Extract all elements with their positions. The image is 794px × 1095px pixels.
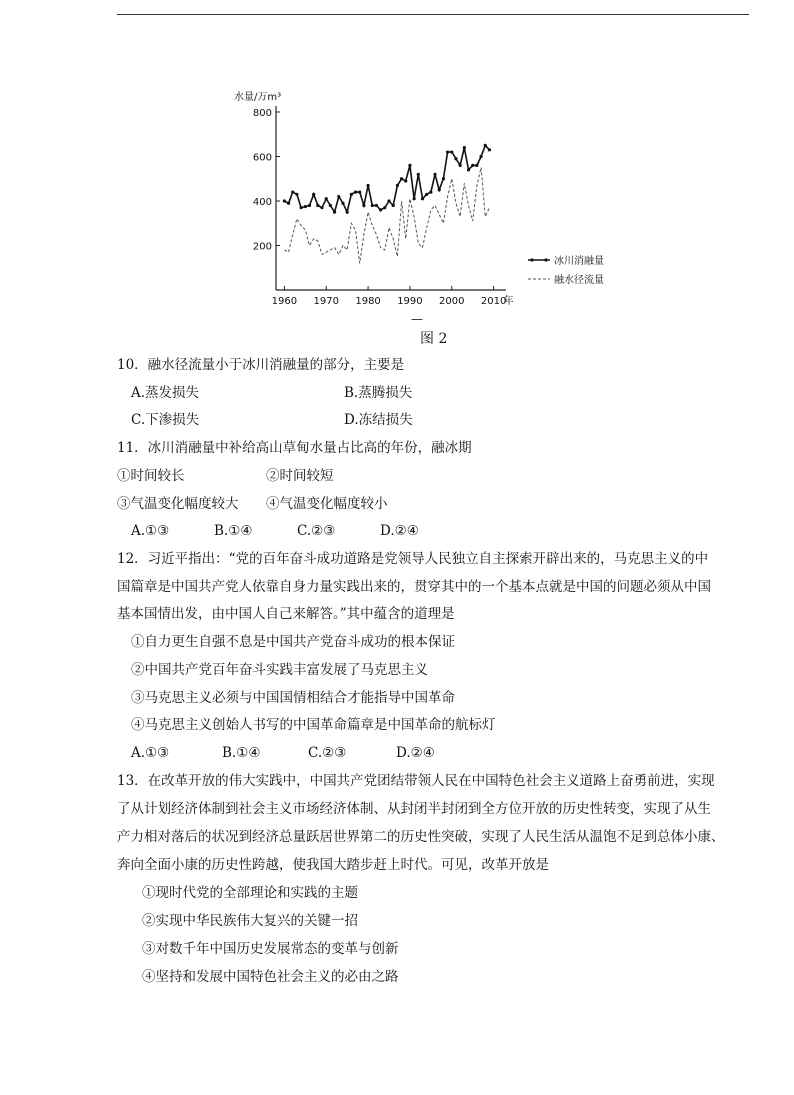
q11-option-b: B.①④ [214, 523, 253, 539]
q12-stem-line-3: 基本国情出发，由中国人自己来解答。”其中蕴含的道理是 [117, 606, 455, 622]
q11-option-c: C.②③ [297, 523, 336, 539]
glacier-melt-point [379, 208, 382, 211]
glacier-melt-point [283, 199, 286, 202]
glacier-melt-point [408, 164, 411, 167]
q11-item-2: ②时间较短 [266, 468, 334, 484]
glacier-melt-point [421, 197, 424, 200]
figure-dash: — [411, 312, 423, 326]
glacier-melt-point [425, 193, 428, 196]
glacier-melt-point [291, 191, 294, 194]
glacier-melt-point [375, 204, 378, 207]
glacier-melt-point [392, 204, 395, 207]
glacier-melt-point [320, 206, 323, 209]
q12-option-c: C.②③ [308, 745, 347, 761]
glacier-melt-point [350, 193, 353, 196]
glacier-melt-point [346, 211, 349, 214]
glacier-melt-point [446, 150, 449, 153]
y-tick-label: 600 [252, 152, 272, 164]
top-rule [117, 14, 749, 15]
x-axis-unit-label: 年 [503, 296, 514, 307]
q10-option-d: D.冻结损失 [344, 412, 413, 428]
glacier-melt-point [333, 211, 336, 214]
legend-glacier-melt-dot [544, 258, 547, 261]
q13-stem-line-3: 产力相对落后的状况到经济总量跃居世界第二的历史性突破，实现了人民生活从温饱不足到总体小康、 [117, 829, 725, 845]
glacier-melt-point [463, 146, 466, 149]
legend-glacier-melt-dot [530, 258, 533, 261]
x-tick-label: 2010 [480, 296, 507, 307]
glacier-melt-point [484, 144, 487, 147]
q12-stem-line-2: 国篇章是中国共产党人依靠自身力量实践出来的，贯穿其中的一个基本点就是中国的问题必须从中国 [117, 579, 711, 595]
q12-item-2: ②中国共产党百年奋斗实践丰富发展了马克思主义 [131, 662, 428, 678]
q13-stem-line-2: 了从计划经济体制到社会主义市场经济体制、从封闭半封闭到全方位开放的历史性转变，实现了从生 [117, 801, 711, 817]
glacier-melt-point [295, 193, 298, 196]
q10-stem: 10．融水径流量小于冰川消融量的部分，主要是 [117, 357, 405, 373]
glacier-melt-point [479, 155, 482, 158]
y-tick-label: 800 [252, 108, 272, 119]
y-tick-label: 200 [252, 241, 272, 253]
q11-item-1: ①时间较长 [117, 468, 185, 484]
q13-item-3: ③对数千年中国历史发展常态的变革与创新 [142, 941, 399, 957]
q12-stem-line-1: 12．习近平指出：“党的百年奋斗成功道路是党领导人民独立自主探索开辟出来的，马克思主义的中 [117, 551, 709, 567]
glacier-melt-point [417, 173, 420, 176]
glacier-melt-point [442, 177, 445, 180]
glacier-melt-point [454, 157, 457, 160]
glacier-melt-point [358, 191, 361, 194]
figure-2-chart [228, 84, 648, 320]
q13-stem-line-1: 13．在改革开放的伟大实践中，中国共产党团结带领人民在中国特色社会主义道路上奋勇前进，实现 [117, 773, 715, 789]
glacier-melt-point [287, 202, 290, 205]
glacier-melt-point [366, 184, 369, 187]
q13-item-1: ①现时代党的全部理论和实践的主题 [142, 885, 358, 901]
glacier-melt-point [308, 204, 311, 207]
q11-item-4: ④气温变化幅度较小 [266, 496, 388, 512]
legend-glacier-melt-label: 冰川消融量 [554, 256, 604, 267]
glacier-melt-point [475, 164, 478, 167]
x-tick-label: 2000 [439, 296, 465, 307]
q10-option-b: B.蒸腾损失 [344, 385, 413, 401]
glacier-melt-point [433, 173, 436, 176]
runoff-series-line [284, 168, 489, 264]
glacier-melt-point [312, 193, 315, 196]
chart-plot [234, 90, 604, 307]
x-tick-label: 1970 [313, 296, 339, 307]
glacier-melt-point [467, 168, 470, 171]
glacier-melt-point [471, 164, 474, 167]
q13-stem-line-4: 奔向全面小康的历史性跨越，使我国大踏步赶上时代。可见，改革开放是 [117, 857, 549, 873]
glacier-melt-point [413, 197, 416, 200]
glacier-melt-point [387, 199, 390, 202]
figure-caption: 图 2 [420, 331, 448, 347]
q13-item-4: ④坚持和发展中国特色社会主义的必由之路 [142, 969, 399, 985]
glacier-melt-point [396, 184, 399, 187]
glacier-melt-point [325, 197, 328, 200]
x-tick-label: 1980 [355, 296, 381, 307]
glacier-melt-point [354, 191, 357, 194]
y-axis-label: 水量/万m³ [234, 92, 282, 103]
x-tick-label: 1960 [271, 296, 298, 307]
q12-item-3: ③马克思主义必须与中国国情相结合才能指导中国革命 [131, 690, 455, 706]
glacier-melt-point [459, 164, 462, 167]
q11-option-a: A.①③ [131, 523, 170, 539]
glacier-melt-point [337, 195, 340, 198]
q11-item-3: ③气温变化幅度较大 [117, 496, 239, 512]
x-tick-label: 1990 [397, 296, 423, 307]
q13-item-2: ②实现中华民族伟大复兴的关键一招 [142, 913, 358, 929]
glacier-melt-point [300, 206, 303, 209]
glacier-melt-point [400, 177, 403, 180]
glacier-melt-point [371, 204, 374, 207]
q12-option-d: D.②④ [396, 745, 435, 761]
q10-option-c: C.下渗损失 [131, 412, 200, 428]
q11-stem: 11．冰川消融量中补给高山草甸水量占比高的年份，融冰期 [117, 440, 472, 456]
q10-option-a: A.蒸发损失 [131, 385, 200, 401]
q11-option-d: D.②④ [380, 523, 419, 539]
y-tick-label: 400 [252, 197, 272, 208]
glacier-melt-point [450, 150, 453, 153]
glacier-melt-point [383, 206, 386, 209]
glacier-melt-point [404, 179, 407, 182]
glacier-melt-series-line [284, 145, 489, 212]
glacier-melt-point [438, 188, 441, 191]
glacier-melt-point [429, 191, 432, 194]
glacier-melt-point [488, 148, 491, 151]
q12-option-a: A.①③ [131, 745, 170, 761]
q12-item-4: ④马克思主义创始人书写的中国革命篇章是中国革命的航标灯 [131, 717, 496, 733]
glacier-melt-point [362, 204, 365, 207]
legend-runoff-label: 融水径流量 [554, 275, 604, 286]
glacier-melt-point [329, 204, 332, 207]
glacier-melt-point [304, 205, 307, 208]
glacier-melt-point [341, 202, 344, 205]
q12-item-1: ①自力更生自强不息是中国共产党奋斗成功的根本保证 [131, 634, 455, 650]
q12-option-b: B.①④ [222, 745, 261, 761]
glacier-melt-point [316, 204, 319, 207]
